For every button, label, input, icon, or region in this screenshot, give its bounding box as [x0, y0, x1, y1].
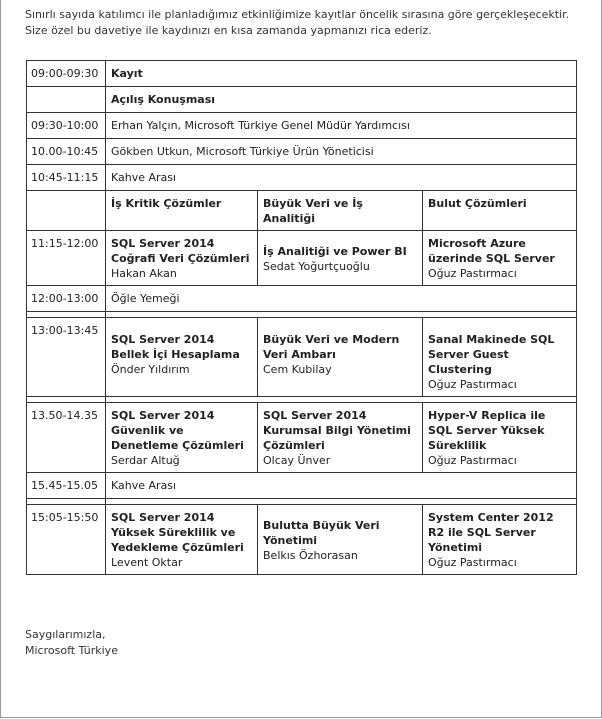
- agenda-table: [26, 60, 577, 575]
- time-cell: 13:00-13:45: [27, 318, 106, 397]
- session-speaker: Oğuz Pastırmacı: [428, 378, 517, 391]
- agenda-row-kahve-1: [27, 165, 577, 191]
- session-title: Büyük Veri ve Modern Veri Ambarı: [263, 333, 400, 361]
- signature-company: Microsoft Türkiye: [25, 644, 118, 657]
- row-label: Açılış Konuşması: [111, 93, 216, 106]
- session-title: SQL Server 2014 Yüksek Süreklilik ve Yedekleme Çözümleri: [111, 511, 244, 554]
- track-header: [258, 191, 423, 231]
- session-cell: [106, 231, 258, 286]
- agenda-row-session-3: [27, 403, 577, 473]
- time-cell: 10:45-11:15: [27, 165, 106, 191]
- session-cell: [423, 231, 577, 286]
- time-cell: 09:00-09:30: [27, 61, 106, 87]
- session-speaker: Levent Oktar: [111, 556, 183, 569]
- session-cell: Kahve Arası: [106, 473, 577, 499]
- time-cell: 15.45-15.05: [27, 473, 106, 499]
- session-cell: [106, 87, 577, 113]
- session-speaker: Cem Kubilay: [263, 363, 332, 376]
- agenda-row-gokben: [27, 139, 577, 165]
- session-title: SQL Server 2014 Bellek İçi Hesaplama: [111, 333, 240, 361]
- session-cell: [423, 403, 577, 473]
- session-speaker: Hakan Akan: [111, 267, 177, 280]
- track-header-label: İş Kritik Çözümler: [111, 197, 222, 210]
- time-cell: [27, 87, 106, 113]
- agenda-row-session-1: [27, 231, 577, 286]
- session-cell: [258, 403, 423, 473]
- session-cell: Öğle Yemeği: [106, 286, 577, 312]
- session-cell: [106, 61, 577, 87]
- time-cell: 11:15-12:00: [27, 231, 106, 286]
- session-title: System Center 2012 R2 ile SQL Server Yönetimi: [428, 511, 554, 554]
- signature: [25, 627, 118, 659]
- session-speaker: Oğuz Pastırmacı: [428, 454, 517, 467]
- session-title: Hyper-V Replica ile SQL Server Yüksek Süreklilik: [428, 409, 546, 452]
- session-speaker: Oğuz Pastırmacı: [428, 267, 517, 280]
- agenda-row-ogle: [27, 286, 577, 312]
- session-title: SQL Server 2014 Coğrafi Veri Çözümleri: [111, 237, 250, 265]
- session-speaker: Olcay Ünver: [263, 454, 331, 467]
- agenda-row-session-4: [27, 505, 577, 575]
- session-title: Microsoft Azure üzerinde SQL Server: [428, 237, 555, 265]
- session-speaker: Önder Yıldırım: [111, 363, 190, 376]
- session-speaker: Sedat Yoğurtçuoğlu: [263, 259, 370, 273]
- session-cell: Kahve Arası: [106, 165, 577, 191]
- session-cell: [423, 505, 577, 575]
- time-cell: 12:00-13:00: [27, 286, 106, 312]
- session-cell: [106, 505, 258, 575]
- time-cell: 13.50-14.35: [27, 403, 106, 473]
- session-speaker: Belkıs Özhorasan: [263, 548, 358, 562]
- track-header: [423, 191, 577, 231]
- time-cell: 09:30-10:00: [27, 113, 106, 139]
- row-label: Kayıt: [111, 67, 143, 80]
- session-title: SQL Server 2014 Güvenlik ve Denetleme Çözümleri: [111, 409, 244, 452]
- session-speaker: Oğuz Pastırmacı: [428, 556, 517, 569]
- session-cell: [106, 318, 258, 397]
- session-cell: [423, 318, 577, 397]
- session-speaker: Serdar Altuğ: [111, 454, 180, 467]
- time-cell: 10.00-10:45: [27, 139, 106, 165]
- session-cell: [258, 231, 423, 286]
- session-title: SQL Server 2014 Kurumsal Bilgi Yönetimi Çözümleri: [263, 409, 411, 452]
- agenda-row-erhan: [27, 113, 577, 139]
- session-cell: [258, 505, 423, 575]
- agenda-row-kahve-2: [27, 473, 577, 499]
- session-cell: Erhan Yalçın, Microsoft Türkiye Genel Müdür Yardımcısı: [106, 113, 577, 139]
- track-header-label: Bulut Çözümleri: [428, 197, 527, 210]
- time-cell: 15:05-15:50: [27, 505, 106, 575]
- session-cell: [106, 403, 258, 473]
- session-cell: [258, 318, 423, 397]
- time-cell: [27, 191, 106, 231]
- track-header-row: [27, 191, 577, 231]
- session-title: İş Analitiği ve Power BI: [263, 244, 407, 258]
- track-header: [106, 191, 258, 231]
- track-header-label: Büyük Veri ve İş Analitiği: [263, 197, 363, 225]
- agenda-row-acilis: [27, 87, 577, 113]
- session-cell: Gökben Utkun, Microsoft Türkiye Ürün Yöneticisi: [106, 139, 577, 165]
- agenda-row-kayit: [27, 61, 577, 87]
- intro-text: Sınırlı sayıda katılımcı ile planladığımız etkinliğimize kayıtlar öncelik sırasına göre gerçekleşecektir. Size özel bu davetiye ile kaydınızı en kısa zamanda yapmanızı rica ederiz.: [25, 8, 570, 37]
- session-title: Sanal Makinede SQL Server Guest Clustering: [428, 333, 555, 376]
- signature-closing: Saygılarımızla,: [25, 628, 106, 641]
- session-title: Bulutta Büyük Veri Yönetimi: [263, 518, 380, 547]
- agenda-row-session-2: [27, 318, 577, 397]
